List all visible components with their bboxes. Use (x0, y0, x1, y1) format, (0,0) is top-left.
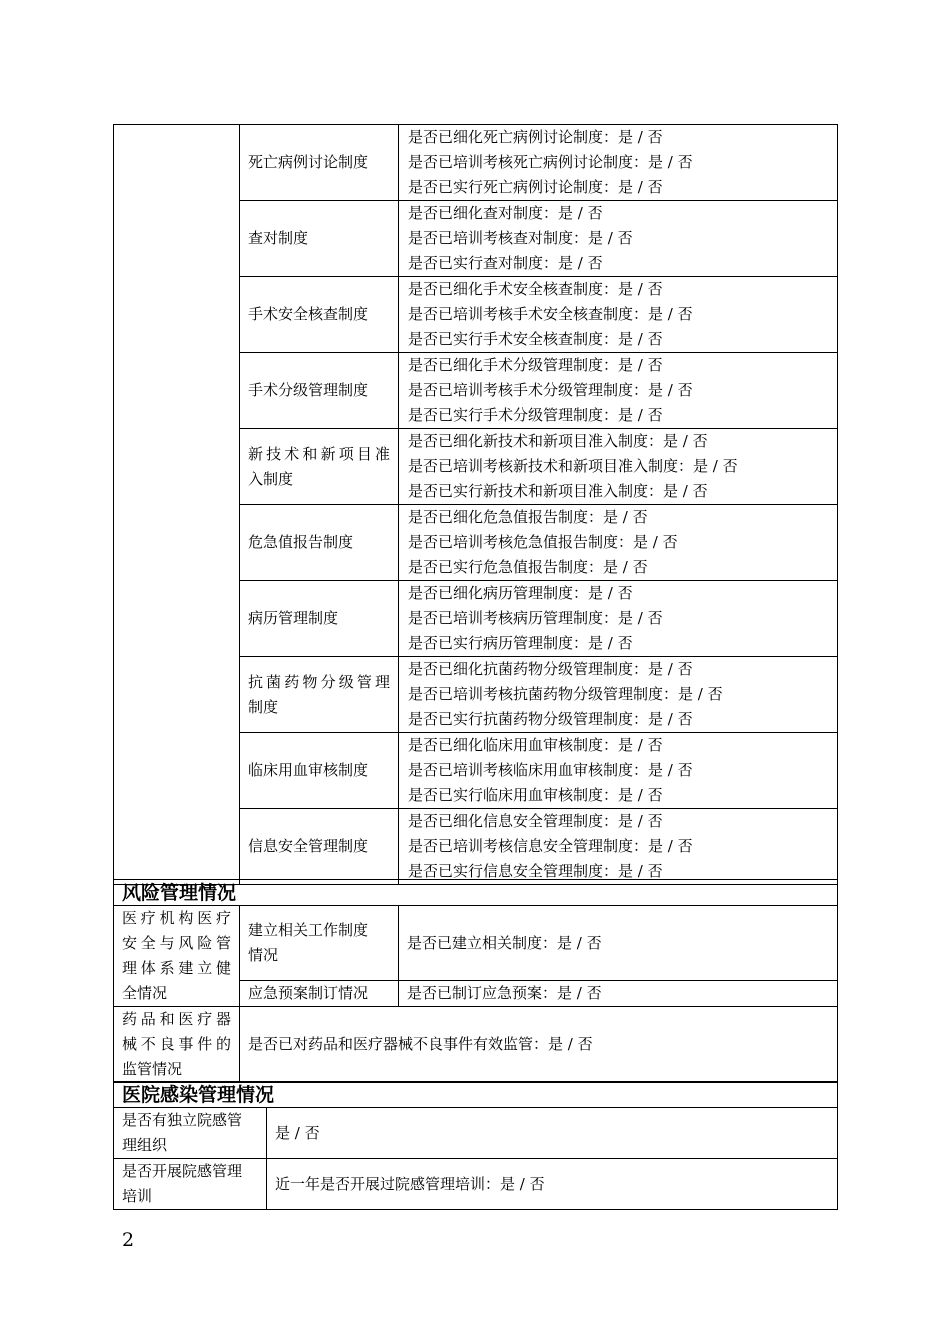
policy-answer-line: 是否已培训考核信息安全管理制度：是 / 否 (408, 837, 693, 855)
policy-answer-line: 是否已实行手术安全核查制度：是 / 否 (408, 330, 663, 348)
policy-answer-line: 是否已培训考核危急值报告制度：是 / 否 (408, 533, 678, 551)
infection-org-label: 是否有独立院感管 理组织 (114, 1108, 267, 1159)
policy-table (113, 124, 838, 885)
policy-answer-line: 是否已细化死亡病例讨论制度：是 / 否 (408, 128, 663, 146)
policy-name: 死亡病例讨论制度 (240, 125, 399, 201)
policy-name: 抗菌药物分级管理 制度 (240, 657, 399, 733)
policy-name: 临床用血审核制度 (240, 733, 399, 809)
policy-answer-line: 是否已实行危急值报告制度：是 / 否 (408, 558, 648, 576)
policy-answer-line: 是否已培训考核查对制度：是 / 否 (408, 229, 633, 247)
policy-answer-line: 是否已培训考核临床用血审核制度：是 / 否 (408, 761, 693, 779)
work-system-label: 建立相关工作制度 情况 (240, 906, 399, 981)
policy-answer-line: 是否已细化病历管理制度：是 / 否 (408, 584, 633, 602)
policy-answers (399, 809, 838, 885)
policy-answer-line: 是否已细化危急值报告制度：是 / 否 (408, 508, 648, 526)
policy-answer-line: 是否已实行手术分级管理制度：是 / 否 (408, 406, 663, 424)
infection-training-label: 是否开展院感管理 培训 (114, 1159, 267, 1210)
policy-answer-line: 是否已实行查对制度：是 / 否 (408, 254, 603, 272)
policy-answers (399, 353, 838, 429)
policy-answer-line: 是否已培训考核手术分级管理制度：是 / 否 (408, 381, 693, 399)
policy-answer-line: 是否已培训考核死亡病例讨论制度：是 / 否 (408, 153, 693, 171)
policy-answer-line: 是否已实行信息安全管理制度：是 / 否 (408, 862, 663, 880)
policy-answers (399, 125, 838, 201)
risk-table (113, 879, 838, 1083)
policy-answers (399, 277, 838, 353)
policy-answers (399, 733, 838, 809)
policy-answer-line: 是否已培训考核病历管理制度：是 / 否 (408, 609, 663, 627)
work-system-answer: 是否已建立相关制度：是 / 否 (399, 906, 838, 981)
emergency-label: 应急预案制订情况 (240, 981, 399, 1007)
policy-answer-line: 是否已实行临床用血审核制度：是 / 否 (408, 786, 663, 804)
policy-answers (399, 581, 838, 657)
policy-name: 手术安全核查制度 (240, 277, 399, 353)
policy-name: 查对制度 (240, 201, 399, 277)
policy-name: 新技术和新项目准 入制度 (240, 429, 399, 505)
policy-answer-line: 是否已细化信息安全管理制度：是 / 否 (408, 812, 663, 830)
policy-answers (399, 429, 838, 505)
policy-answer-line: 是否已培训考核新技术和新项目准入制度：是 / 否 (408, 457, 738, 475)
policy-answer-line: 是否已细化抗菌药物分级管理制度：是 / 否 (408, 660, 693, 678)
emergency-answer: 是否已制订应急预案：是 / 否 (399, 981, 838, 1007)
infection-training-answer: 近一年是否开展过院感管理培训：是 / 否 (267, 1159, 838, 1210)
policy-answers (399, 657, 838, 733)
policy-answer-line: 是否已培训考核手术安全核查制度：是 / 否 (408, 305, 693, 323)
risk-system-label: 医疗机构医疗 安全与风险管 理体系建立健 全情况 (114, 906, 240, 1007)
policy-name: 危急值报告制度 (240, 505, 399, 581)
policy-answer-line: 是否已实行新技术和新项目准入制度：是 / 否 (408, 482, 708, 500)
policy-answer-line: 是否已实行死亡病例讨论制度：是 / 否 (408, 178, 663, 196)
infection-table (113, 1081, 838, 1210)
policy-name: 病历管理制度 (240, 581, 399, 657)
adverse-answer: 是否已对药品和医疗器械不良事件有效监管：是 / 否 (240, 1007, 838, 1083)
policy-answer-line: 是否已细化手术安全核查制度：是 / 否 (408, 280, 663, 298)
policy-name: 手术分级管理制度 (240, 353, 399, 429)
risk-section-header: 风险管理情况 (114, 880, 838, 906)
policy-answer-line: 是否已培训考核抗菌药物分级管理制度：是 / 否 (408, 685, 723, 703)
policy-row (114, 125, 838, 201)
infection-org-answer: 是 / 否 (267, 1108, 838, 1159)
adverse-label: 药品和医疗器 械不良事件的 监管情况 (114, 1007, 240, 1083)
policy-answer-line: 是否已细化新技术和新项目准入制度：是 / 否 (408, 432, 708, 450)
page-number: 2 (122, 1229, 135, 1251)
policy-group-cell (114, 125, 240, 885)
infection-section-header: 医院感染管理情况 (114, 1082, 838, 1108)
policy-name: 信息安全管理制度 (240, 809, 399, 885)
policy-answers (399, 201, 838, 277)
policy-answers (399, 505, 838, 581)
policy-answer-line: 是否已细化手术分级管理制度：是 / 否 (408, 356, 663, 374)
policy-answer-line: 是否已细化临床用血审核制度：是 / 否 (408, 736, 663, 754)
policy-answer-line: 是否已实行抗菌药物分级管理制度：是 / 否 (408, 710, 693, 728)
policy-answer-line: 是否已细化查对制度：是 / 否 (408, 204, 603, 222)
policy-answer-line: 是否已实行病历管理制度：是 / 否 (408, 634, 633, 652)
